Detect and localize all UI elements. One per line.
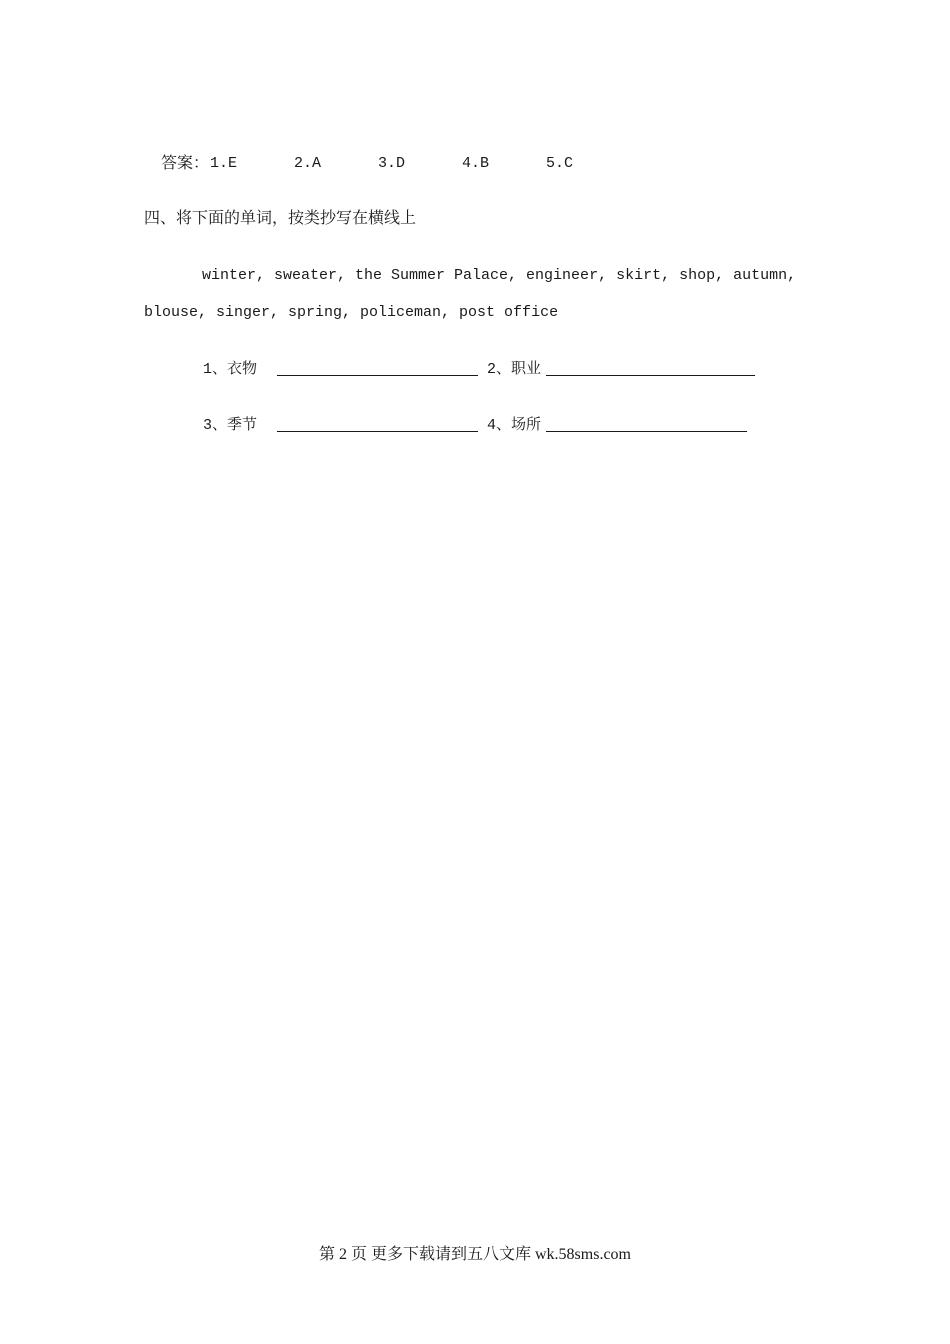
category-label: 季节 [227,415,258,433]
answer-blank[interactable] [277,431,478,432]
answer-item: 4.B [462,155,490,172]
category-occupation [487,358,541,380]
answer-item: 2.A [294,155,322,172]
answer-blank[interactable] [546,431,747,432]
page-footer: 第 2 页 更多下载请到五八文库 wk.58sms.com [318,1246,631,1263]
category-label: 职业 [511,359,542,377]
category-number: 4、 [487,417,512,434]
answer-item: 3.D [378,155,406,172]
word-list-line: blouse, singer, spring, policeman, post office [144,304,559,321]
category-number: 1、 [203,361,228,378]
category-place [487,414,541,436]
answer-blank[interactable] [277,375,478,376]
section-heading: 四、将下面的单词，按类抄写在横线上 [144,208,417,227]
answer-item: 5.C [546,155,574,172]
category-number: 2、 [487,361,512,378]
category-season [203,414,257,436]
answer-blank[interactable] [546,375,755,376]
category-label: 衣物 [227,359,258,377]
category-label: 场所 [511,415,542,433]
answer-item: 1.E [210,155,238,172]
word-list-line: winter, sweater, the Summer Palace, engineer, skirt, shop, autumn, [202,267,797,284]
category-number: 3、 [203,417,228,434]
category-clothing [203,358,257,380]
answers-label: 答案： [161,153,210,172]
